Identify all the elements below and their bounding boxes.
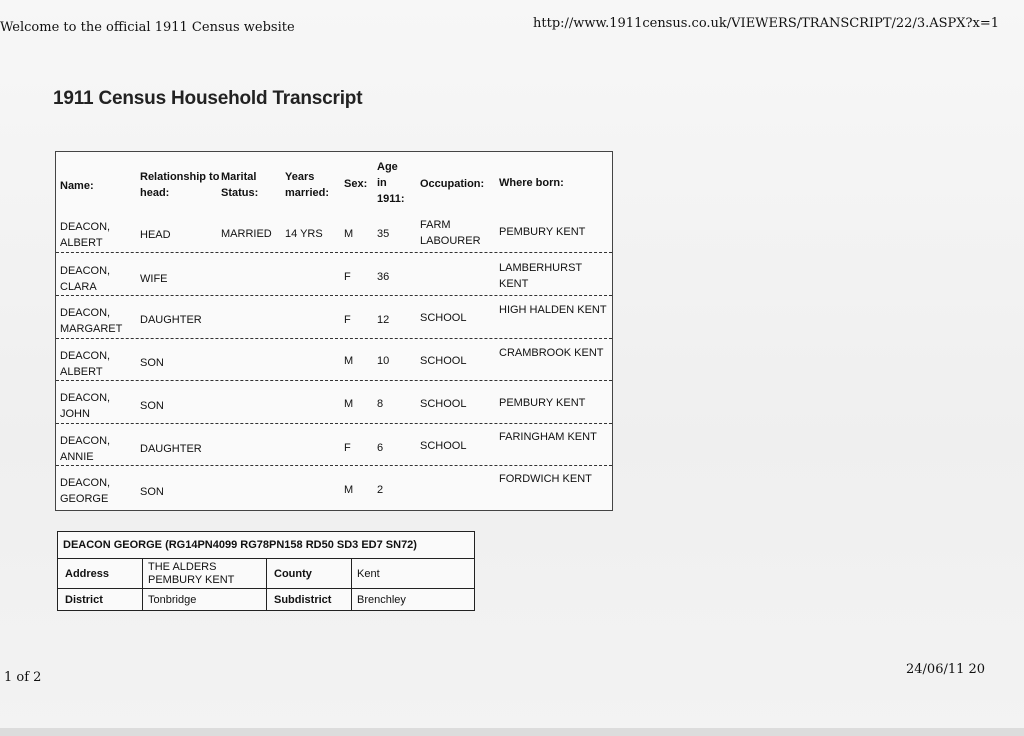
cell-occupation: SCHOOL: [420, 355, 467, 367]
cell-relationship: DAUGHTER: [140, 314, 202, 326]
header-relationship: Relationship to head:: [140, 171, 220, 199]
cell-occupation: SCHOOL: [420, 440, 467, 452]
address-value: THE ALDERS PEMBURY KENT: [142, 559, 266, 588]
cell-age: 6: [377, 442, 384, 454]
cell-name: DEACON, ANNIE: [60, 435, 111, 463]
cell-relationship: SON: [140, 357, 164, 369]
cell-sex: M: [344, 398, 354, 410]
header-sex: Sex:: [344, 178, 368, 190]
cell-sex: F: [344, 271, 351, 283]
address-label: Address: [65, 567, 110, 580]
table-header-row: [56, 152, 612, 212]
cell-name: DEACON, CLARA: [60, 265, 111, 293]
cell-age: 10: [377, 355, 390, 367]
cell-where-born: HIGH HALDEN KENT: [499, 304, 607, 316]
cell-sex: F: [344, 314, 351, 326]
cell-name: DEACON, MARGARET: [60, 307, 123, 335]
cell-age: 8: [377, 398, 384, 410]
cell-sex: M: [344, 484, 354, 496]
cell-age: 12: [377, 314, 390, 326]
cell-sex: F: [344, 442, 351, 454]
subdistrict-value: Brenchley: [351, 589, 474, 610]
header-age: Age in 1911:: [377, 161, 405, 205]
household-table: [55, 151, 613, 511]
cell-marital: MARRIED: [221, 228, 272, 240]
cell-occupation: SCHOOL: [420, 398, 467, 410]
district-label: District: [65, 593, 103, 606]
cell-relationship: SON: [140, 400, 164, 412]
table-row: [56, 423, 612, 466]
table-row: [56, 380, 612, 423]
cell-relationship: DAUGHTER: [140, 443, 202, 455]
address-row: [58, 559, 474, 589]
cell-relationship: WIFE: [140, 273, 168, 285]
cell-name: DEACON, JOHN: [60, 392, 111, 420]
print-date: 24/06/11 20: [906, 662, 986, 677]
table-row: [56, 212, 612, 254]
cell-name: DEACON, ALBERT: [60, 350, 111, 378]
cell-sex: M: [344, 228, 354, 240]
cell-occupation: FARM LABOURER: [420, 219, 481, 247]
scan-edge: [0, 728, 1024, 736]
table-row: [56, 338, 612, 381]
cell-relationship: HEAD: [140, 229, 171, 241]
cell-relationship: SON: [140, 486, 164, 498]
page-number: 1 of 2: [4, 670, 42, 685]
cell-sex: M: [344, 355, 354, 367]
cell-where-born: FORDWICH KENT: [499, 473, 592, 485]
cell-age: 35: [377, 228, 390, 240]
cell-where-born: PEMBURY KENT: [499, 397, 586, 409]
table-row: [56, 252, 612, 295]
page-url: http://www.1911census.co.uk/VIEWERS/TRANSCRIPT/22/3.ASPX?x=1: [533, 16, 999, 31]
cell-years-married: 14 YRS: [285, 228, 323, 240]
cell-occupation: SCHOOL: [420, 312, 467, 324]
header-name: Name:: [60, 180, 94, 192]
page-title: 1911 Census Household Transcript: [53, 88, 363, 109]
county-value: Kent: [351, 559, 474, 588]
county-label: County: [266, 559, 351, 588]
household-info-box: [57, 531, 475, 611]
district-value: Tonbridge: [142, 589, 266, 610]
cell-name: DEACON, GEORGE: [60, 477, 111, 505]
site-welcome-text: Welcome to the official 1911 Census website: [0, 20, 295, 35]
header-years-married: Years married:: [285, 171, 330, 199]
district-row: [58, 589, 474, 610]
cell-age: 36: [377, 271, 390, 283]
household-reference: DEACON GEORGE (RG14PN4099 RG78PN158 RD50 SD3 ED7 SN72): [58, 532, 474, 559]
header-occupation: Occupation:: [420, 178, 485, 190]
header-marital: Marital Status:: [221, 171, 259, 199]
table-row: [56, 465, 612, 508]
cell-where-born: FARINGHAM KENT: [499, 431, 597, 443]
cell-where-born: CRAMBROOK KENT: [499, 347, 604, 359]
cell-age: 2: [377, 484, 384, 496]
cell-where-born: PEMBURY KENT: [499, 226, 586, 238]
cell-where-born: LAMBERHURST KENT: [499, 262, 582, 290]
cell-name: DEACON, ALBERT: [60, 221, 111, 249]
subdistrict-label: Subdistrict: [266, 589, 351, 610]
table-row: [56, 295, 612, 338]
header-where-born: Where born:: [499, 177, 564, 189]
